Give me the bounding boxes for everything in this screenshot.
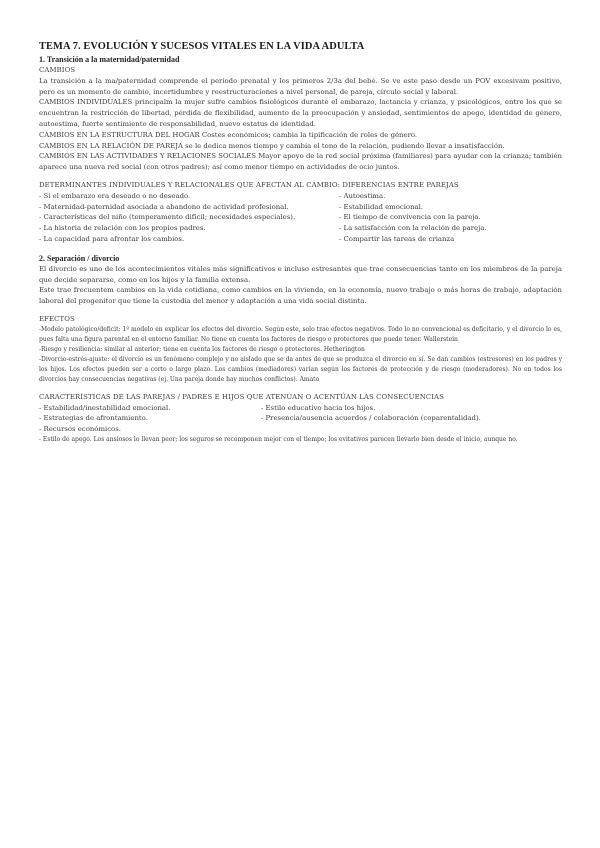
list-item: - Estrategias de afrontamiento. [39, 414, 148, 423]
caracteristicas-heading: CARACTERÍSTICAS DE LAS PAREJAS / PADRES E HIJOS QUE ATENÚAN O ACENTÚAN LAS CONSECUENCIAS [39, 392, 444, 401]
divorcio-paragraph-2: Este trae frecuentem cambios en la vida cotidiana, como cambios en la vivienda, en la economía, nuevo trabajo o más horas de trabajo, adaptación laboral del progenitor que tiene la custodia del menor y adaptación a una vida social distinta. [39, 286, 562, 306]
determinantes-heading: DETERMINANTES INDIVIDUALES Y RELACIONALES QUE AFECTAN AL CAMBIO: DIFERENCIAS ENTRE PAREJAS [39, 180, 459, 189]
caracteristicas-right-column [261, 403, 562, 435]
list-item: - Si el embarazo era deseado o no deseado. [39, 191, 191, 200]
document-title: TEMA 7. EVOLUCIÓN Y SUCESOS VITALES EN LA VIDA ADULTA [39, 41, 365, 52]
efectos-label: EFECTOS [39, 314, 75, 323]
section-2-heading: 2. Separación / divorcio [39, 253, 120, 263]
list-item: - Estabilidad emocional. [339, 202, 424, 211]
section-1-heading: 1. Transición a la maternidad/paternidad [39, 55, 180, 64]
list-item: - Presencia/ausencia acuerdos / colaboración (coparentalidad). [261, 414, 481, 423]
efecto-riesgo-resiliencia: -Riesgo y resiliencia: similar al anterior; tiene en cuenta los factores de riesgo o protectores. Hetherington [39, 345, 365, 353]
cambios-label: CAMBIOS [39, 66, 76, 74]
intro-paragraph: La transición a la ma/paternidad comprende el periodo prenatal y los primeros 2/3a del bebé. Se ve este paso desde un POV excesivam positivo, pero es un momento de cambio, incertidumbre y reestructuraciones a nivel personal, de pareja, círculo social y laboral. [39, 76, 562, 96]
list-item: - Recursos económicos. [39, 425, 121, 434]
list-item: - Estabilidad/inestabilidad emocional. [39, 403, 171, 412]
efecto-modelo-patologico: -Modelo patológico/deficit: 1º modelo en explicar los efectos del divorcio. Según este, solo trae efectos negativos. Todo lo no convencional es deficitario, y el divorcio lo es, pues falta una figura parental en el entorno familiar. No tiene en cuenta los factores de riesgo o protectores que puede tener. Wallerstein [39, 325, 562, 343]
determinantes-left-column [39, 191, 339, 245]
list-item: - Compartir las tareas de crianza [339, 234, 455, 243]
cambios-individuales-paragraph: CAMBIOS INDIVIDUALES principalm la mujer sufre cambios fisiológicos durante el embarazo, lactancia y crianza, y psicológicos, entre los que se encuentran la restricción de libertad, pérdida de flexibilidad, aumento de la preocupación y ansiedad, sentimientos de apego, identidad de género, autoestima, fuerte sentimiento de responsabilidad, nuevo estatus de identidad. [39, 98, 562, 128]
list-item: - La capacidad para afrontar los cambios. [39, 234, 185, 243]
efecto-divorcio-estres-ajuste: -Divorcio-estrés-ajuste: el divorcio es un fenómeno complejo y no aislado que se da antes de que se produzca el divorcio en sí. Se dan cambios (estresores) en los padres y los hijos. Los efectos pueden ser a corto o largo plazo. Los cambios (mediadores) varían según los factores de protección y de riesgo (moderadores). No en todos los divorcios hay consecuencias negativas (ej. Una pareja donde hay muchos conflictos). Amato [39, 355, 562, 383]
cambios-actividades-paragraph: CAMBIOS EN LAS ACTIVIDADES Y RELACIONES SOCIALES Mayor apoyo de la red social próxima (familiares) para ayudar con la crianza; también aparece una nueva red social (con otros padres); así como menor tiempo en actividades de ocio juntos. [39, 152, 562, 172]
list-item: - Autoestima. [339, 191, 386, 200]
list-item: - Características del niño (temperamento difícil; necesidades especiales). [39, 213, 296, 222]
determinantes-right-column [339, 191, 562, 245]
estilo-apego-item: - Estilo de apego. Los ansiosos lo llevan peor; los seguros se recomponen mejor con el tiempo; los evitativos parecen llevarlo bien desde el inicio, aunque no. [39, 435, 518, 443]
divorcio-paragraph-1: El divorcio es uno de los acontecimientos vitales más significativos e incluso estresantes que trae consecuencias tanto en los miembros de la pareja que decide separarse, como en los hijos y la familia extensa. [39, 264, 562, 284]
cambios-pareja-paragraph: CAMBIOS EN LA RELACIÓN DE PAREJA se le dedica menos tiempo y cambia el tono de la relación, pudiendo llevar a insatisfacción. [39, 141, 505, 150]
determinantes-list [39, 191, 562, 245]
list-item: - La satisfacción con la relación de pareja. [339, 224, 487, 233]
caracteristicas-list [39, 403, 562, 435]
caracteristicas-left-column [39, 403, 261, 435]
list-item: - La historia de relación con los propios padres. [39, 224, 206, 233]
list-item: - Maternidad-paternidad asociada a abandono de actividad profesional. [39, 202, 289, 211]
cambios-hogar-paragraph: CAMBIOS EN LA ESTRUCTURA DEL HOGAR Costes económicos; cambia la tipificación de roles de género. [39, 130, 418, 139]
list-item: - Estilo educativo hacia los hijos. [261, 403, 376, 412]
list-item: - El tiempo de convivencia con la pareja. [339, 213, 481, 222]
